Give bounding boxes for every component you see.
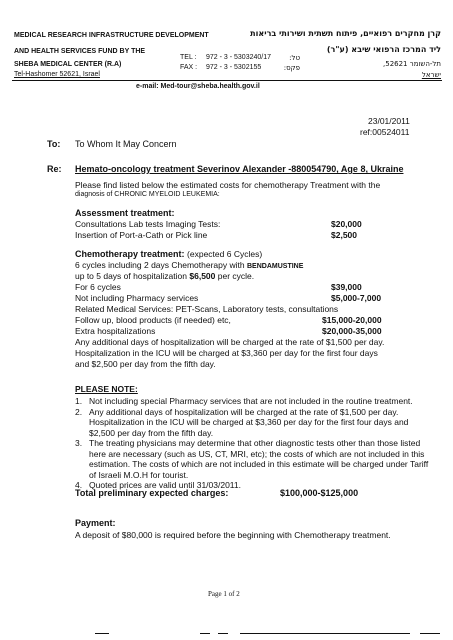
chemo-row-value: $39,000 (331, 282, 362, 292)
assessment-row-label: Consultations Lab tests Imaging Tests: (75, 219, 221, 229)
notes-list (75, 396, 435, 491)
chemo-cycle-price: $6,500 (189, 271, 216, 281)
note-text: The treating physicians may determine that other diagnostic tests other than those listed here are necessary (such as US, CT, MRI, etc); the costs of which are not included in this estimation. The costs of which are not included in this estimate will be charged under Tariff of Israeli M.O.H for tourist. (89, 438, 429, 480)
to-value: To Whom It May Concern (75, 139, 177, 149)
chemo-row-label: Extra hospitalizations (75, 326, 156, 336)
note-text: Quoted prices are valid until 31/03/2011. (89, 480, 241, 490)
note-text: Not including special Pharmacy services that are not included in the routine treatment. (89, 396, 413, 406)
note-number: 4. (75, 480, 83, 490)
address-he-line2: ישראל (421, 71, 441, 79)
chemo-row-value: $20,000-35,000 (322, 326, 382, 336)
address-he-line1: תל-השומר 52621, (383, 60, 441, 68)
chemo-para: Hospitalization in the ICU will be charged at $3,360 per day for the first four days (75, 348, 378, 358)
note-number: 2. (75, 406, 83, 417)
chemo-line2 (75, 271, 254, 281)
chemo-line2-suffix: per cycle. (217, 271, 255, 281)
tel-label-he: טל: (289, 54, 300, 62)
chemo-row-value: $5,000-7,000 (331, 293, 382, 303)
chemo-title: Chemotherapy treatment: (75, 249, 185, 259)
chemo-row-value: $15,000-20,000 (322, 315, 382, 325)
footer-mark (200, 633, 210, 634)
chemo-related: Related Medical Services: PET-Scans, Laboratory tests, consultations (75, 304, 339, 314)
fax-label-he: פקס: (283, 64, 300, 72)
org-name-line1: MEDICAL RESEARCH INFRASTRUCTURE DEVELOPMENT (14, 32, 209, 39)
letterhead-divider (12, 80, 442, 81)
fax-value: 972 - 3 - 5302155 (206, 64, 262, 71)
chemo-line1 (75, 260, 303, 270)
footer-mark (95, 633, 109, 634)
chemo-title-line (75, 249, 262, 259)
payment-title: Payment: (75, 518, 116, 528)
tel-value: 972 - 3 - 5303240/17 (206, 54, 271, 61)
assessment-row-value: $2,500 (331, 230, 357, 240)
email-line: e-mail: Med-tour@sheba.health.gov.il (136, 83, 260, 90)
to-label: To: (47, 139, 61, 149)
chemo-para: and $2,500 per day from the fifth day. (75, 359, 216, 369)
note-item (75, 407, 435, 439)
intro-line2: diagnosis of CHRONIC MYELOID LEUKEMIA: (75, 191, 220, 198)
footer-mark (420, 633, 440, 634)
re-label: Re: (47, 164, 62, 174)
intro-line1: Please find listed below the estimated costs for chemotherapy Treatment with the (75, 180, 381, 190)
chemo-row-label: Follow up, blood products (if needed) etc, (75, 315, 231, 325)
footer-rule (240, 633, 410, 634)
chemo-drug: BENDAMUSTINE (247, 263, 304, 270)
payment-text: A deposit of $80,000 is required before the beginning with Chemotherapy treatment. (75, 530, 391, 540)
letter-date: 23/01/2011 (368, 116, 410, 126)
note-item (75, 396, 435, 407)
chemo-line1-text: 6 cycles including 2 days Chemotherapy with (75, 260, 245, 270)
assessment-row-value: $20,000 (331, 219, 362, 229)
page-number: Page 1 of 2 (208, 590, 240, 598)
chemo-title-note: (expected 6 Cycles) (187, 249, 263, 259)
tel-label: TEL : (180, 54, 197, 61)
total-label: Total preliminary expected charges: (75, 488, 229, 498)
total-value: $100,000-$125,000 (280, 488, 359, 498)
note-text: Any additional days of hospitalization will be charged at the rate of $1,500 per day. Hospitalization in the ICU will be charged at $3,360 per day for the first four days and $2,500 per day from the fifth day. (89, 406, 409, 438)
address-en: Tel-Hashomer 52621, Israel (14, 71, 100, 78)
note-number: 3. (75, 438, 83, 448)
org-name-he-line1: קרן מחקרים רפואיים, פיתוח תשתית ושירותי בריאות (250, 29, 441, 38)
org-name-line3: SHEBA MEDICAL CENTER (R.A) (14, 61, 122, 68)
org-name-he-line2: ליד המרכז הרפואי שיבא (ע"ר) (326, 45, 441, 54)
chemo-line2-text: up to 5 days of hospitalization (75, 271, 187, 281)
note-number: 1. (75, 396, 83, 406)
chemo-para: Any additional days of hospitalization will be charged at the rate of $1,500 per day. (75, 337, 385, 347)
notes-title: PLEASE NOTE: (75, 384, 138, 394)
org-name-line2: AND HEALTH SERVICES FUND BY THE (14, 48, 146, 55)
footer-mark (218, 633, 228, 634)
letter-ref: ref:00524011 (360, 127, 410, 137)
chemo-row-label: For 6 cycles (75, 282, 121, 292)
re-subject: Hemato-oncology treatment Severinov Alexander -880054790, Age 8, Ukraine (75, 164, 404, 174)
assessment-row-label: Insertion of Port-a-Cath or Pick line (75, 230, 208, 240)
assessment-title: Assessment treatment: (75, 208, 175, 218)
note-item (75, 438, 435, 480)
fax-label: FAX : (180, 64, 198, 71)
chemo-row-label: Not including Pharmacy services (75, 293, 199, 303)
